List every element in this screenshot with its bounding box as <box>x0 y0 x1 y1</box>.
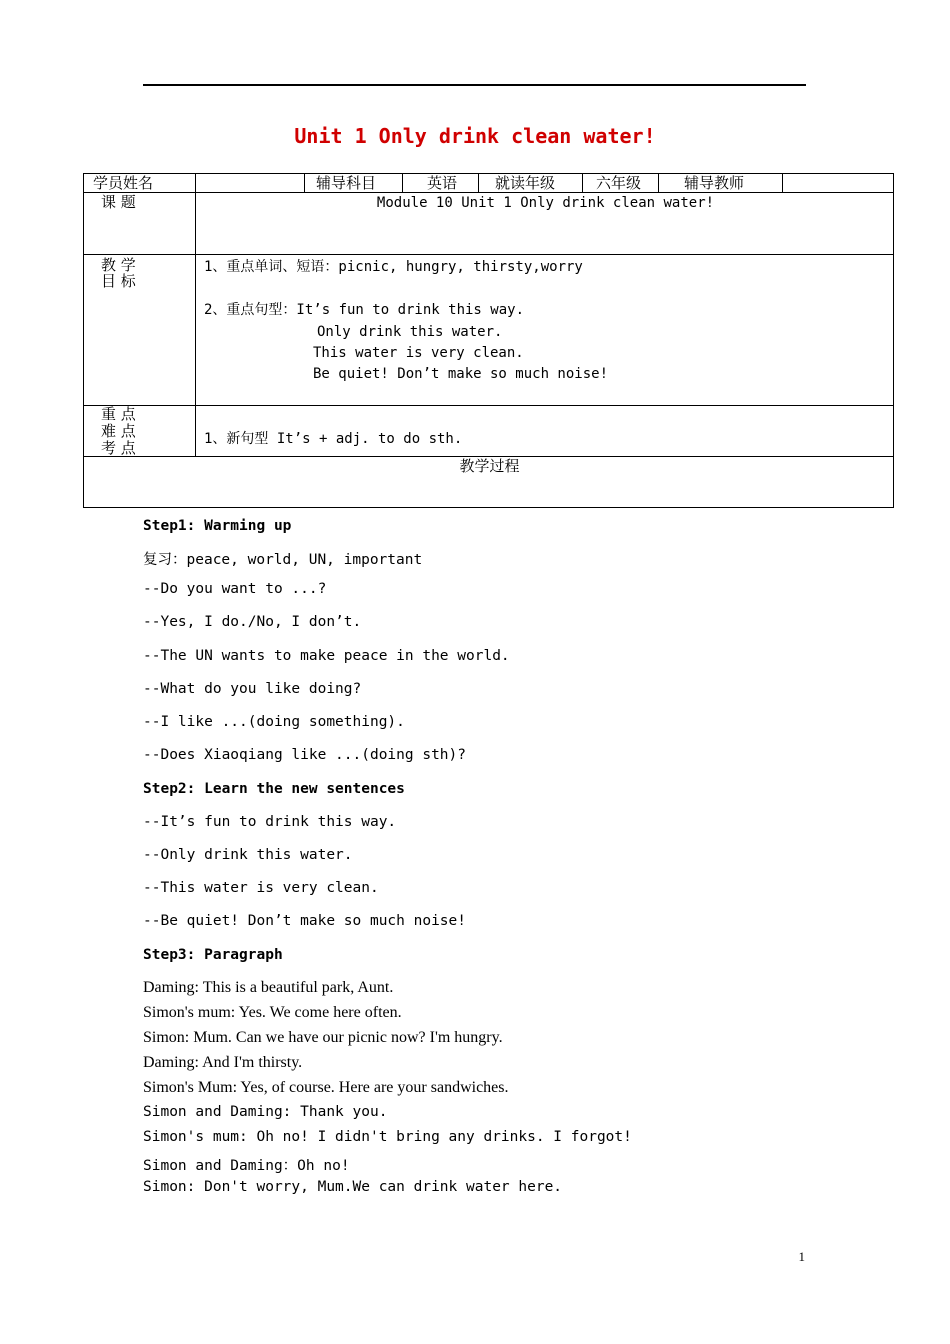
table-col-divider <box>402 174 403 192</box>
step2-line: --This water is very clean. <box>143 880 379 896</box>
goals-label-line1: 教 学 <box>101 256 136 274</box>
key-label-line2: 难 点 <box>101 422 136 440</box>
table-col-divider <box>478 174 479 192</box>
student-name-label: 学员姓名 <box>93 174 154 192</box>
step1-line: --I like ...(doing something). <box>143 714 405 730</box>
table-col-divider <box>195 174 196 456</box>
paragraph-line: Daming: And I'm thirsty. <box>143 1054 303 1071</box>
step3-heading: Step3: Paragraph <box>143 947 283 963</box>
step2-heading: Step2: Learn the new sentences <box>143 781 405 797</box>
table-row-divider <box>84 405 893 406</box>
table-col-divider <box>658 174 659 192</box>
step2-line: --Be quiet! Don’t make so much noise! <box>143 913 467 929</box>
grade-label: 就读年级 <box>495 174 556 192</box>
teaching-process-label: 教学过程 <box>459 457 520 475</box>
key-sentence: Be quiet! Don’t make so much noise! <box>313 366 609 382</box>
step1-heading: Step1: Warming up <box>143 518 292 534</box>
paragraph-line: Simon's mum: Yes. We come here often. <box>143 1004 402 1021</box>
key-words: 1、重点单词、短语：picnic, hungry, thirsty,worry <box>204 259 583 275</box>
teacher-label: 辅导教师 <box>684 174 745 192</box>
goals-label-line2: 目 标 <box>101 272 136 290</box>
step1-line: --Yes, I do./No, I don’t. <box>143 614 362 630</box>
table-col-divider <box>582 174 583 192</box>
key-sentence: Only drink this water. <box>317 324 503 340</box>
grade-value: 六年级 <box>596 174 642 192</box>
table-col-divider <box>782 174 783 192</box>
step1-line: --Do you want to ...? <box>143 581 327 597</box>
paragraph-line: Simon: Mum. Can we have our picnic now? I'm hungry. <box>143 1029 503 1046</box>
paragraph-line: Daming: This is a beautiful park, Aunt. <box>143 979 394 996</box>
paragraph-line: Simon: Don't worry, Mum.We can drink water here. <box>143 1179 563 1195</box>
key-label-line1: 重 点 <box>101 405 136 423</box>
step1-line: --What do you like doing? <box>143 681 362 697</box>
step1-line: --The UN wants to make peace in the world. <box>143 648 510 664</box>
paragraph-line: Simon and Daming：Oh no! <box>143 1158 350 1174</box>
key-sentence: This water is very clean. <box>313 345 524 361</box>
paragraph-line: Simon's Mum: Yes, of course. Here are your sandwiches. <box>143 1079 509 1096</box>
step2-line: --It’s fun to drink this way. <box>143 814 397 830</box>
subject-label: 辅导科目 <box>316 174 377 192</box>
table-row-divider <box>84 254 893 255</box>
step2-line: --Only drink this water. <box>143 847 353 863</box>
key-points-value: 1、新句型 It’s + adj. to do sth. <box>204 431 463 447</box>
topic-label: 课 题 <box>101 193 136 211</box>
table-col-divider <box>304 174 305 192</box>
subject-value: 英语 <box>427 174 458 192</box>
table-row-divider <box>84 192 893 193</box>
key-sentences-heading: 2、重点句型：It’s fun to drink this way. <box>204 302 525 318</box>
paragraph-line: Simon and Daming: Thank you. <box>143 1104 388 1120</box>
paragraph-line: Simon's mum: Oh no! I didn't bring any drinks. I forgot! <box>143 1129 632 1145</box>
key-label-line3: 考 点 <box>101 439 136 457</box>
topic-value: Module 10 Unit 1 Only drink clean water! <box>376 195 715 211</box>
document-title: Unit 1 Only drink clean water! <box>294 124 656 148</box>
page-number: 1 <box>798 1249 805 1264</box>
lesson-info-table <box>83 173 894 508</box>
top-rule <box>143 84 806 86</box>
step1-line: --Does Xiaoqiang like ...(doing sth)? <box>143 747 467 763</box>
step1-line: 复习：peace, world, UN, important <box>143 552 423 568</box>
